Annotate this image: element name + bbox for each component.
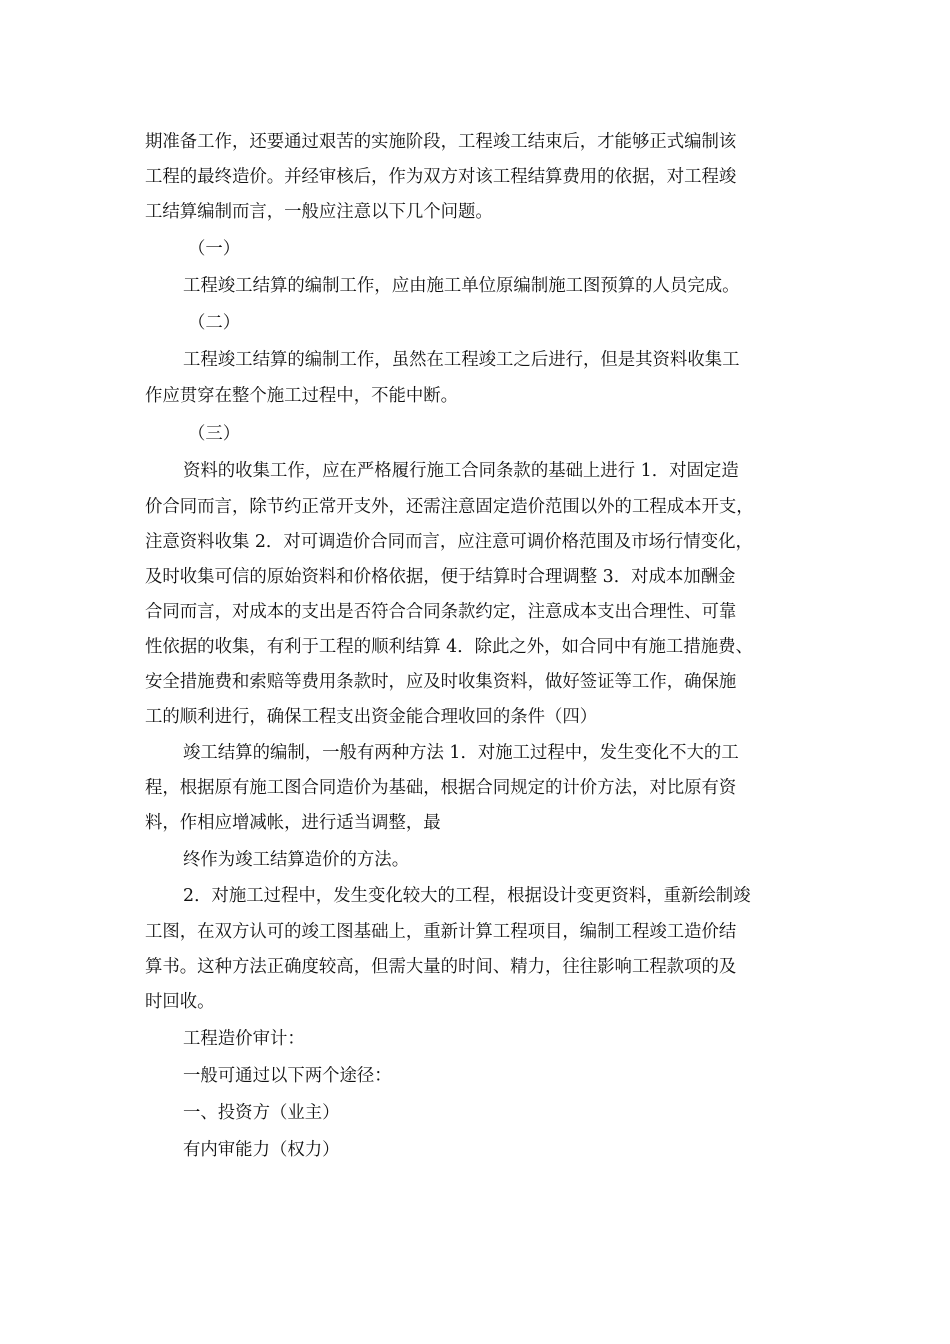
text-line: 合同而言，对成本的支出是否符合合同条款约定，注意成本支出合理性、可靠 bbox=[145, 602, 737, 622]
text-line: 时回收。 bbox=[145, 992, 215, 1012]
text-line: 及时收集可信的原始资料和价格依据，便于结算时合理调整 3．对成本加酬金 bbox=[145, 567, 736, 587]
text-line: 安全措施费和索赔等费用条款时，应及时收集资料，做好签证等工作，确保施 bbox=[145, 672, 737, 692]
text-line: 工程造价审计： bbox=[183, 1029, 305, 1049]
section-heading: （二） bbox=[188, 313, 241, 333]
text-line: 2．对施工过程中，发生变化较大的工程，根据设计变更资料，重新绘制竣 bbox=[183, 886, 751, 906]
text-line: 资料的收集工作，应在严格履行施工合同条款的基础上进行 1．对固定造 bbox=[183, 461, 739, 481]
text-line: 工结算编制而言，一般应注意以下几个问题。 bbox=[145, 202, 493, 222]
text-line: 工程竣工结算的编制工作，应由施工单位原编制施工图预算的人员完成。 bbox=[183, 276, 740, 296]
text-line: 工程竣工结算的编制工作，虽然在工程竣工之后进行，但是其资料收集工 bbox=[183, 350, 740, 370]
text-line: 有内审能力（权力） bbox=[183, 1140, 340, 1160]
text-line: 料，作相应增减帐，进行适当调整，最 bbox=[145, 813, 441, 833]
text-line: 工程的最终造价。并经审核后，作为双方对该工程结算费用的依据，对工程竣 bbox=[145, 167, 737, 187]
text-line: 程，根据原有施工图合同造价为基础，根据合同规定的计价方法，对比原有资 bbox=[145, 778, 737, 798]
text-line: 一般可通过以下两个途径： bbox=[183, 1066, 392, 1086]
text-line: 终作为竣工结算造价的方法。 bbox=[183, 850, 410, 870]
text-line: 工图，在双方认可的竣工图基础上，重新计算工程项目，编制工程竣工造价结 bbox=[145, 922, 737, 942]
text-line: 竣工结算的编制，一般有两种方法 1．对施工过程中，发生变化不大的工 bbox=[183, 743, 739, 763]
text-line: 注意资料收集 2．对可调造价合同而言，应注意可调价格范围及市场行情变化， bbox=[145, 532, 753, 552]
section-heading: （一） bbox=[188, 239, 241, 259]
text-line: 价合同而言，除节约正常开支外，还需注意固定造价范围以外的工程成本开支， bbox=[145, 497, 754, 517]
text-line: 一、投资方（业主） bbox=[183, 1103, 340, 1123]
text-line: 算书。这种方法正确度较高，但需大量的时间、精力，往往影响工程款项的及 bbox=[145, 957, 737, 977]
section-heading: （三） bbox=[188, 424, 241, 444]
text-line: 性依据的收集，有利于工程的顺利结算 4．除此之外，如合同中有施工措施费、 bbox=[145, 637, 753, 657]
text-line: 工的顺利进行，确保工程支出资金能合理收回的条件（四） bbox=[145, 707, 598, 727]
text-line: 期准备工作，还要通过艰苦的实施阶段，工程竣工结束后，才能够正式编制该 bbox=[145, 132, 737, 152]
text-line: 作应贯穿在整个施工过程中，不能中断。 bbox=[145, 386, 459, 406]
